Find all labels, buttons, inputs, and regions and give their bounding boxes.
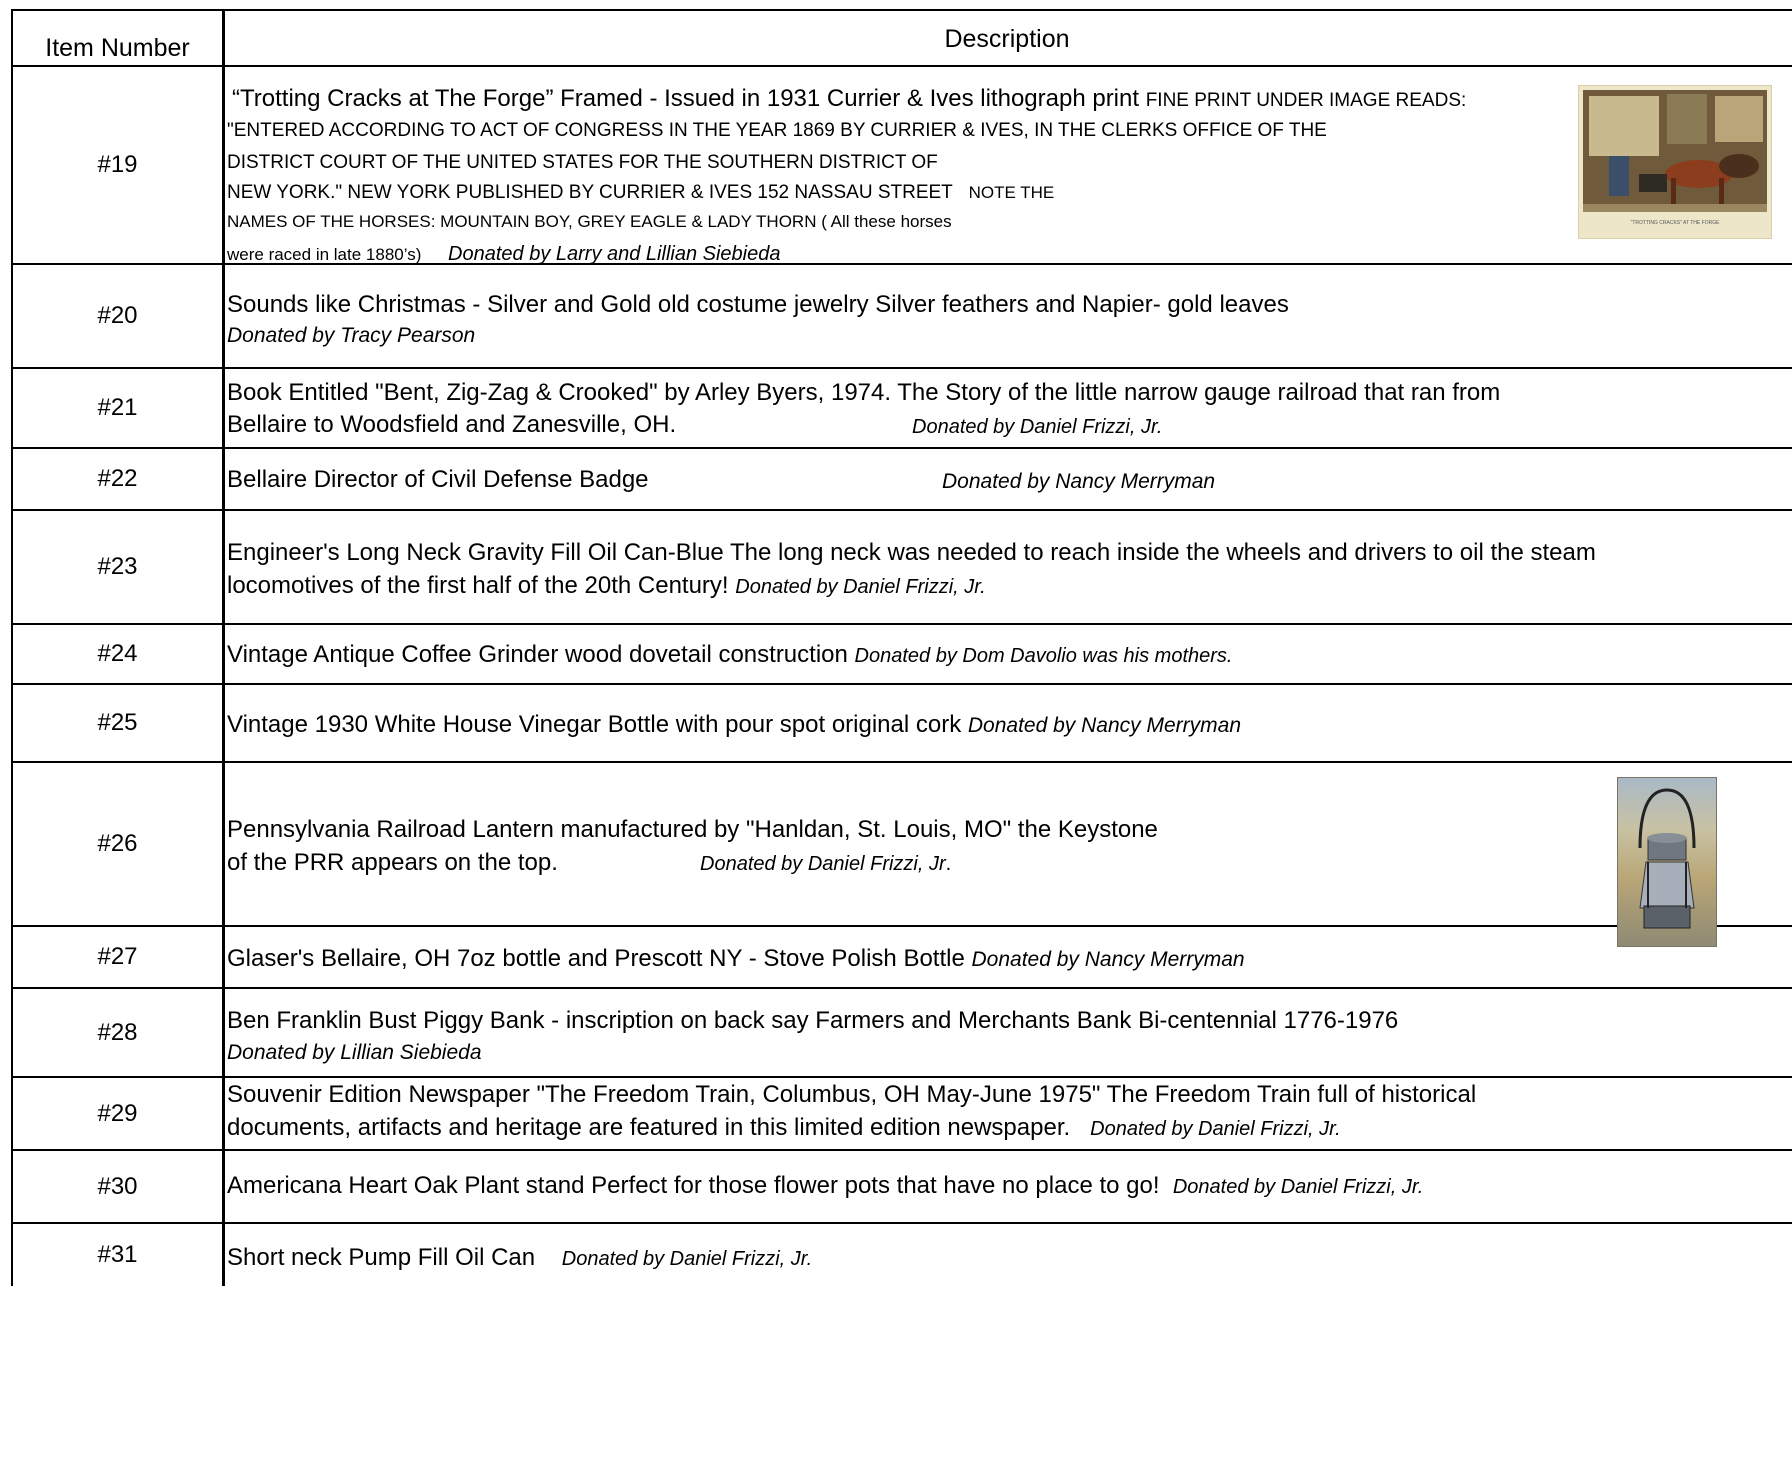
- item-number-cell: [11, 265, 225, 369]
- fine-print-line: "ENTERED ACCORDING TO ACT OF CONGRESS IN THE YEAR 1869 BY CURRIER & IVES, IN THE CLERKS OFFICE OF THE: [227, 120, 1327, 141]
- description-line: [227, 1246, 812, 1270]
- item-description-cell: [222, 1224, 1792, 1286]
- description-text: Americana Heart Oak Plant stand Perfect for those flower pots that have no place to go!: [227, 1172, 1160, 1199]
- description-line: [232, 87, 1466, 111]
- donor-text: Donated by Daniel Frizzi, Jr.: [735, 576, 986, 598]
- description-text: locomotives of the first half of the 20th Century!: [227, 572, 729, 599]
- item-number-cell: [11, 1078, 225, 1151]
- description-line: [227, 1116, 1341, 1140]
- donor-line: [912, 417, 1162, 437]
- lithograph-caption: "TROTTING CRACKS" AT THE FORGE: [1630, 220, 1720, 226]
- description-line: [227, 643, 1232, 667]
- item-number-cell: [11, 763, 225, 927]
- item-number-cell: [11, 989, 225, 1078]
- header-description: [222, 9, 1792, 67]
- item-description-cell: [222, 369, 1792, 449]
- description-text: Pennsylvania Railroad Lantern manufactured by "Hanldan, St. Louis, MO" the Keystone: [227, 816, 1158, 843]
- item-description-cell: [222, 625, 1792, 685]
- donor-text: Donated by Daniel Frizzi, Jr.: [1090, 1118, 1341, 1140]
- item-number: #31: [97, 1241, 138, 1268]
- donor-text: Donated by Tracy Pearson: [227, 324, 476, 347]
- donor-line: [227, 1042, 482, 1063]
- donor-text: Donated by Dom Davolio was his mothers.: [854, 645, 1233, 667]
- description-text: Short neck Pump Fill Oil Can: [227, 1244, 536, 1271]
- donor-text: Donated by Nancy Merryman: [967, 714, 1242, 737]
- item-description-cell: [222, 1151, 1792, 1224]
- description-line: [227, 947, 1245, 971]
- item-number: #28: [97, 1018, 138, 1046]
- donor-text: Donated by Daniel Frizzi, Jr.: [912, 416, 1163, 438]
- item-number: #20: [97, 302, 138, 329]
- donor-text: Donated by Daniel Frizzi, Jr.: [1172, 1176, 1424, 1198]
- fine-print-text: NEW YORK." NEW YORK PUBLISHED BY CURRIER & IVES 152 NASSAU STREET: [227, 182, 953, 203]
- header-description-label: Description: [944, 25, 1070, 53]
- fine-print-text: FINE PRINT UNDER IMAGE READS:: [1145, 90, 1467, 111]
- description-text: Vintage 1930 White House Vinegar Bottle with pour spot original cork: [227, 711, 962, 738]
- description-text: Sounds like Christmas - Silver and Gold old costume jewelry Silver feathers and Napier- gold leaves: [227, 291, 1289, 318]
- item-number-cell: [11, 625, 225, 685]
- lithograph-image: [1579, 86, 1771, 238]
- description-text: Engineer's Long Neck Gravity Fill Oil Can-Blue The long neck was needed to reach inside the wheels and drivers to oil the steam: [227, 539, 1596, 566]
- donor-line: [700, 854, 951, 874]
- donor-line: [942, 471, 1215, 492]
- description-text: of the PRR appears on the top.: [227, 849, 558, 876]
- header-item-number: [11, 9, 225, 67]
- item-number-cell: [11, 1151, 225, 1224]
- item-description-cell: [222, 763, 1792, 927]
- item-number-cell: [11, 511, 225, 625]
- item-description-cell: [222, 927, 1792, 989]
- item-number: #29: [97, 1099, 138, 1127]
- donor-text: Donated by Nancy Merryman: [971, 948, 1245, 971]
- item-number: #26: [97, 830, 138, 857]
- item-description-cell: [222, 1078, 1792, 1151]
- item-number: #22: [97, 465, 138, 492]
- item-number-cell: [11, 449, 225, 511]
- item-number: #27: [97, 943, 138, 970]
- item-number: #24: [97, 640, 138, 667]
- description-line: [227, 574, 986, 598]
- description-text: Ben Franklin Bust Piggy Bank - inscription on back say Farmers and Merchants Bank Bi-centennial 1776-1976: [227, 1007, 1399, 1034]
- item-description-cell: [222, 511, 1792, 625]
- fine-print-line: DISTRICT COURT OF THE UNITED STATES FOR THE SOUTHERN DISTRICT OF: [227, 152, 938, 173]
- item-number-cell: [11, 685, 225, 763]
- fine-print-line: NAMES OF THE HORSES: MOUNTAIN BOY, GREY EAGLE & LADY THORN ( All these horses: [227, 212, 952, 231]
- donor-line: [227, 325, 475, 346]
- donor-text: Donated by Daniel Frizzi, Jr.: [561, 1248, 813, 1270]
- item-number-cell: [11, 927, 225, 989]
- donor-text: Donated by Larry and Lillian Siebieda: [448, 243, 781, 265]
- item-description-cell: [222, 989, 1792, 1078]
- donation-items-table: [11, 9, 1792, 1460]
- item-number: #25: [97, 709, 138, 736]
- item-number: #30: [97, 1172, 138, 1200]
- description-text: documents, artifacts and heritage are featured in this limited edition newspaper.: [227, 1114, 1071, 1141]
- fine-print-text: were raced in late 1880’s): [227, 245, 422, 264]
- item-number: #21: [97, 394, 138, 421]
- donor-text: Donated by Lillian Siebieda: [227, 1041, 482, 1064]
- item-description-cell: [222, 67, 1792, 265]
- item-number-cell: [11, 1224, 225, 1286]
- donor-tail: .: [945, 853, 952, 875]
- lantern-thumbnail: [1617, 777, 1717, 947]
- lantern-image: [1618, 778, 1716, 946]
- description-text: Glaser's Bellaire, OH 7oz bottle and Prescott NY - Stove Polish Bottle: [227, 945, 965, 972]
- donor-text: Donated by Nancy Merryman: [942, 470, 1216, 493]
- donor-text: Donated by Daniel Frizzi, Jr: [700, 853, 946, 875]
- description-text: Bellaire Director of Civil Defense Badge: [227, 466, 649, 493]
- description-text: Book Entitled "Bent, Zig-Zag & Crooked" by Arley Byers, 1974. The Story of the little narrow gauge railroad that ran from: [227, 379, 1501, 406]
- description-line: [227, 713, 1241, 737]
- description-line: [227, 1174, 1423, 1198]
- description-text: Vintage Antique Coffee Grinder wood dovetail construction: [227, 641, 848, 668]
- fine-print-line: [227, 183, 1054, 202]
- item-number: #23: [97, 553, 138, 580]
- description-line: [227, 241, 780, 265]
- description-line: [227, 851, 558, 875]
- item-description-cell: [222, 265, 1792, 369]
- item-description-cell: [222, 685, 1792, 763]
- item-number-cell: [11, 369, 225, 449]
- description-text: “Trotting Cracks at The Forge” Framed - Issued in 1931 Currier & Ives lithograph print: [232, 85, 1140, 112]
- lithograph-thumbnail: [1578, 85, 1772, 239]
- item-number: #19: [97, 151, 138, 178]
- description-text: Souvenir Edition Newspaper "The Freedom Train, Columbus, OH May-June 1975" The Freedom Train full of historical: [227, 1081, 1477, 1108]
- item-description-cell: [222, 449, 1792, 511]
- fine-print-text: NOTE THE: [968, 183, 1055, 202]
- header-item-number-label: Item Number: [45, 34, 190, 62]
- description-text: Bellaire to Woodsfield and Zanesville, OH.: [227, 411, 677, 438]
- item-number-cell: [11, 67, 225, 265]
